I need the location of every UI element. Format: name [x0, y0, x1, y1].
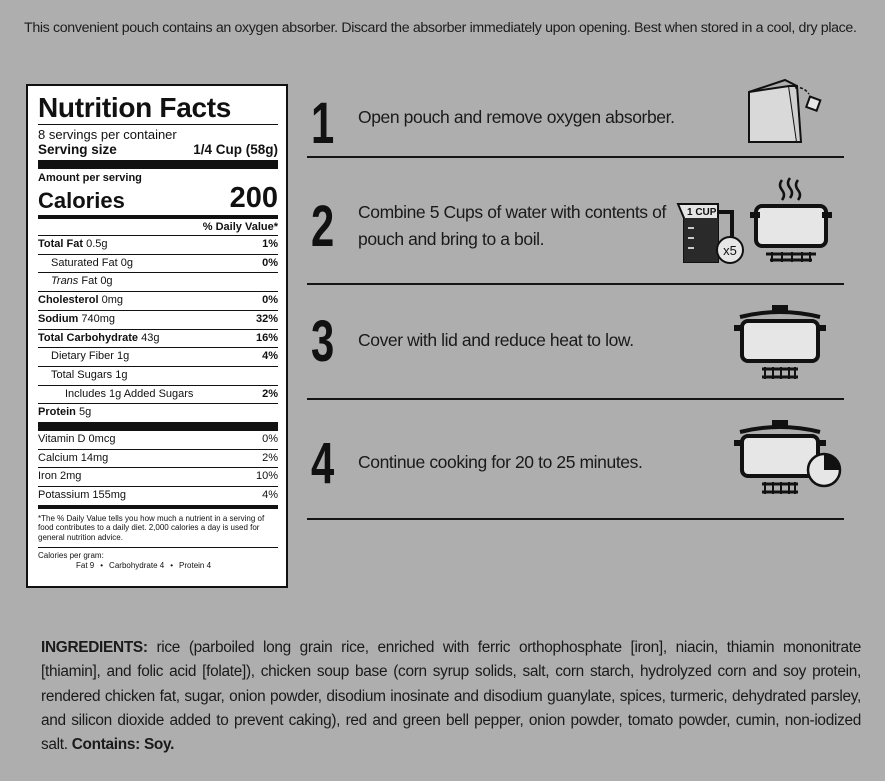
divider	[307, 518, 844, 520]
step-text: Open pouch and remove oxygen absorber.	[358, 107, 675, 127]
boiling-pot-icon	[748, 176, 834, 268]
serving-size-row	[38, 142, 278, 160]
vitamin-row-potassium: Potassium 155mg 4%	[38, 486, 278, 505]
serving-size-value: 1/4 Cup (58g)	[193, 142, 278, 157]
pouch-icon	[745, 78, 825, 148]
step-text: Continue cooking for 20 to 25 minutes.	[358, 452, 643, 472]
divider	[307, 283, 844, 285]
step-number: 3	[311, 309, 335, 374]
amount-per-serving: Amount per serving	[38, 172, 142, 184]
nutrient-row-added-sugars: Includes 1g Added Sugars 2%	[38, 385, 278, 404]
nutrition-title: Nutrition Facts	[38, 92, 232, 123]
nutrient-row-protein: Protein 5g	[38, 403, 278, 422]
step-text: Combine 5 Cups of water with contents of pouch and bring to a boil.	[358, 202, 666, 249]
calories-label: Calories	[38, 188, 125, 213]
nutrient-row-trans-fat: Trans Fat 0g	[38, 272, 278, 291]
vitamin-row-calcium: Calcium 14mg 2%	[38, 449, 278, 468]
daily-value-footnote: *The % Daily Value tells you how much a nutrient in a serving of food contributes to a daily diet. 2,000 calories a day is used for general nutrition advice.	[38, 513, 265, 542]
cup-label: 1 CUP	[687, 207, 717, 218]
multiplier: x5	[723, 243, 737, 258]
nutrition-facts-label	[26, 84, 288, 588]
calories-row	[38, 184, 278, 215]
daily-value-header: % Daily Value*	[202, 221, 278, 233]
divider	[307, 398, 844, 400]
nutrient-row-total-sugars: Total Sugars 1g	[38, 366, 278, 385]
calories-per-gram: Calories per gram: Fat 9 • Carbohydrate 4 • Protein 4	[38, 551, 212, 571]
servings-per-container: 8 servings per container	[38, 127, 177, 142]
step-number: 2	[311, 194, 335, 259]
ingredients-statement	[41, 636, 861, 757]
measuring-cup-icon	[674, 198, 746, 268]
divider	[307, 156, 844, 158]
nutrient-row-dietary-fiber: Dietary Fiber 1g 4%	[38, 347, 278, 366]
storage-notice: This convenient pouch contains an oxygen absorber. Discard the absorber immediately upon opening. Best when stored in a cool, dry place.	[24, 20, 857, 36]
covered-pot-icon	[732, 303, 828, 385]
allergen-statement: Contains: Soy.	[71, 736, 175, 754]
calories-value: 200	[229, 182, 278, 214]
nutrient-row-sodium: Sodium 740mg 32%	[38, 310, 278, 329]
pot-timer-icon	[732, 418, 844, 502]
step-number: 4	[311, 431, 335, 496]
nutrient-row-saturated-fat: Saturated Fat 0g 0%	[38, 254, 278, 273]
ingredients-label: INGREDIENTS:	[41, 639, 148, 656]
vitamin-row-d: Vitamin D 0mcg 0%	[38, 433, 278, 446]
vitamin-row-iron: Iron 2mg 10%	[38, 467, 278, 486]
ingredients-text: rice (parboiled long grain rice, enriched with ferric orthophosphate [iron], niacin, thiamin mononitrate [thiamin], and folic acid [folate]), chicken soup base (corn syrup solids, salt, corn starch, hydrolyzed corn and soy protein, rendered chicken fat, sugar, onion powder, disodium inosinate and disodium guanylate, spices, turmeric, dehydrated parsley, and silicon dioxide added to prevent caking), red and green bell pepper, onion powder, tomato powder, cumin, non-iodized salt.	[41, 639, 861, 754]
step-number: 1	[311, 91, 335, 156]
serving-size-label: Serving size	[38, 142, 117, 157]
nutrient-row-cholesterol: Cholesterol 0mg 0%	[38, 291, 278, 310]
nutrient-row-total-carbohydrate: Total Carbohydrate 43g 16%	[38, 329, 278, 348]
nutrient-row-total-fat: Total Fat 0.5g 1%	[38, 235, 278, 254]
step-text: Cover with lid and reduce heat to low.	[358, 330, 634, 350]
